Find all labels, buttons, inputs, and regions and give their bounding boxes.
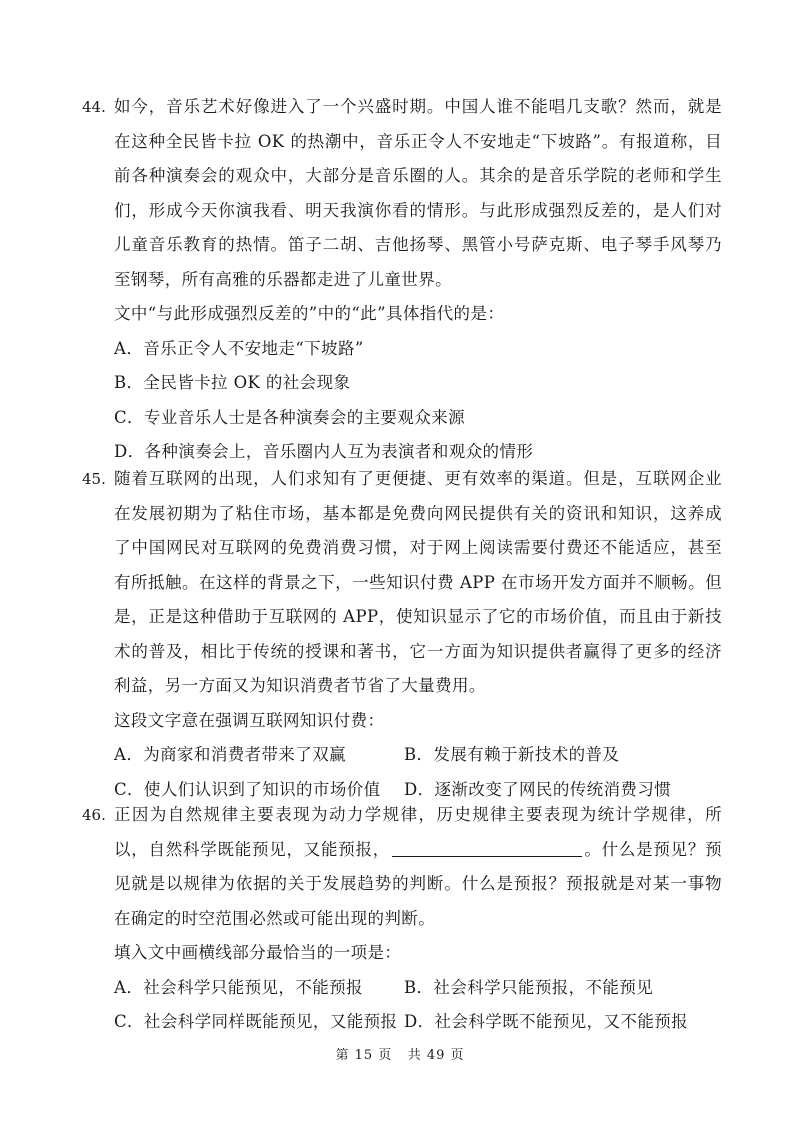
option-a: A．社会科学只能预见，不能预报 [114, 977, 363, 997]
question-number: 44. [82, 98, 106, 116]
question-45 [82, 462, 722, 807]
question-passage [114, 798, 722, 936]
option-d: D．逐渐改变了网民的传统消费习惯 [404, 779, 672, 799]
option-a: A．为商家和消费者带来了双赢 [114, 745, 347, 764]
question-46 [82, 798, 722, 1040]
question-44 [82, 90, 722, 470]
question-prompt: 填入文中画横线部分最恰当的一项是： [114, 943, 402, 962]
passage-after-blank: 。什么是预见？预见就是以规律为依据的关于发展趋势的判断。什么是预报？预报就是对某一事物在确定的时空范围必然或可能出现的判断。 [114, 839, 722, 928]
question-number: 46. [82, 806, 106, 824]
option-d: D．各种演奏会上，音乐圈内人互为表演者和观众的情形 [114, 442, 534, 461]
option-a: A．音乐正令人不安地走“下坡路” [114, 338, 364, 358]
question-number: 45. [82, 470, 106, 488]
option-c: C．专业音乐人士是各种演奏会的主要观众来源 [114, 407, 466, 427]
options-row [114, 971, 722, 1006]
question-prompt: 这段文字意在强调互联网知识付费： [114, 710, 385, 730]
options-row [114, 738, 722, 773]
question-passage: 如今，音乐艺术好像进入了一个兴盛时期。中国人谁不能唱几支歌？然而，就是在这种全民皆卡拉 OK 的热潮中，音乐正令人不安地走“下坡路”。有报道称，目前各种演奏会的观众中，大部分是音乐圈的人。其余的是音乐学院的老师和学生们，形成今天你演我看、明天我演你看的情形。与此形成强烈反差的，是人们对儿童音乐教育的热情。笛子二胡、吉他扬琴、黑管小号萨克斯、电子琴手风琴乃至钢琴，所有高雅的乐器都走进了儿童世界。 [114, 97, 722, 289]
question-prompt: 文中“与此形成强烈反差的”中的“此”具体指代的是： [114, 304, 505, 323]
question-passage: 随着互联网的出现，人们求知有了更便捷、更有效率的渠道。但是，互联网企业在发展初期为了粘住市场，基本都是免费向网民提供有关的资讯和知识，这养成了中国网民对互联网的免费消费习惯，对于网上阅读需要付费还不能适应，甚至有所抵触。在这样的背景之下，一些知识付费 APP 在市场开发方面并不顺畅。但是，正是这种借助于互联网的 APP，使知识显示了它的市场价值，而且由于新技术的普及，相比于传统的授课和著书，它一方面为知识提供者赢得了更多的经济利益，另一方面又为知识消费者节省了大量费用。 [114, 469, 722, 695]
passage-before-blank: 正因为自然规律主要表现为动力学规律，历史规律主要表现为统计学规律，所以，自然科学既能预见，又能预报， [114, 805, 722, 859]
option-c: C．使人们认识到了知识的市场价值 [114, 779, 381, 799]
page-footer: 第 15 页 共 49 页 [335, 1048, 465, 1063]
option-b: B．社会科学只能预报，不能预见 [404, 977, 654, 997]
option-c: C．社会科学同样既能预见，又能预报 [114, 1012, 398, 1031]
option-d: D．社会科学既不能预见，又不能预报 [404, 1012, 689, 1031]
options-row [114, 1005, 722, 1040]
answer-blank [392, 838, 582, 857]
option-b: B．发展有赖于新技术的普及 [404, 745, 620, 764]
option-b: B．全民皆卡拉 OK 的社会现象 [114, 373, 351, 392]
